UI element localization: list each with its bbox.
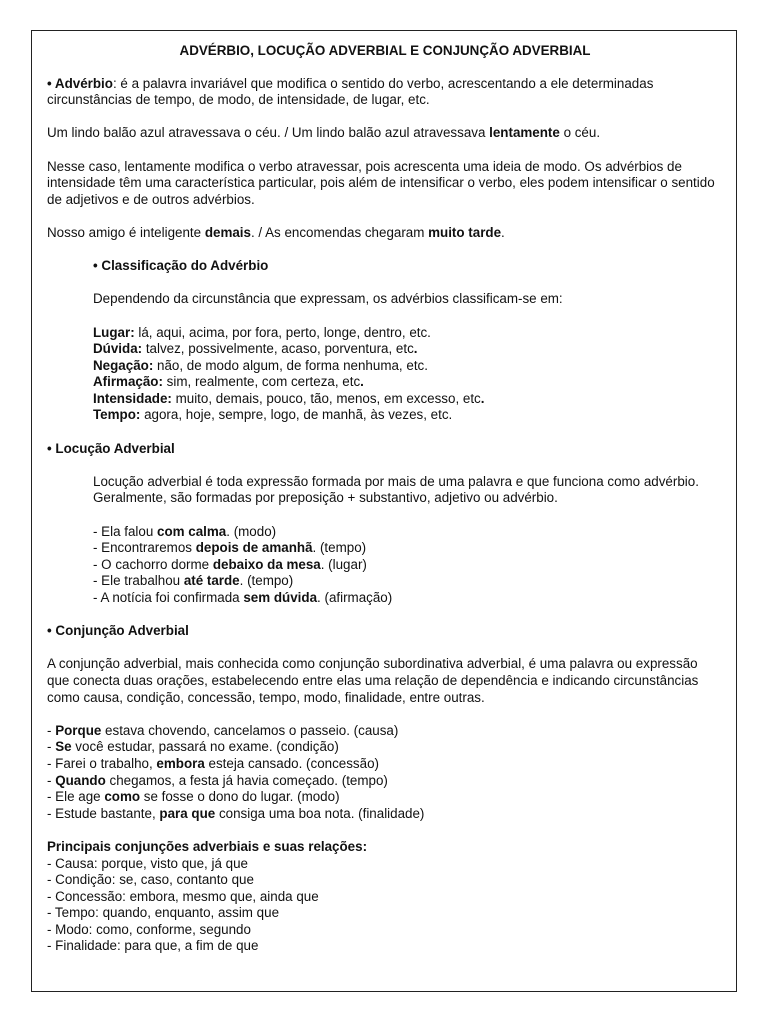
item-text: talvez, possivelmente, acaso, porventura, etc [142, 341, 414, 357]
example-bold: Se [55, 739, 72, 755]
example-bold: demais [204, 224, 251, 240]
classificacao-item [93, 407, 723, 424]
example-text: consiga uma boa nota. (finalidade) [215, 805, 425, 821]
document-title: ADVÉRBIO, LOCUÇÃO ADVERBIAL E CONJUNÇÃO ADVERBIAL [179, 43, 591, 58]
example-text: . / As encomendas chegaram [250, 224, 429, 240]
item-label: Negação: [93, 357, 154, 373]
example-bold: Porque [55, 722, 102, 738]
locucao-heading [47, 441, 723, 458]
example-bold: lentamente [489, 125, 560, 141]
relation-item: - Causa: porque, visto que, já que [47, 855, 248, 871]
example-text: - [47, 739, 56, 755]
relations-heading [47, 839, 723, 856]
item-end: . [413, 341, 418, 357]
example-text: o céu. [559, 125, 601, 141]
example-text: Nosso amigo é inteligente [47, 224, 205, 240]
locucao-section [47, 474, 723, 607]
example-text: você estudar, passará no exame. (condição) [71, 739, 339, 755]
example-text: - A notícia foi confirmada [93, 590, 244, 605]
item-end: . [480, 390, 485, 406]
example-bold: muito tarde [428, 224, 502, 240]
adverbio-example-2 [47, 225, 723, 242]
example-text: . (tempo) [312, 540, 367, 556]
adverbio-definition [47, 76, 723, 109]
heading-text: • Conjunção Adverbial [47, 623, 189, 639]
item-label: Intensidade: [93, 390, 172, 406]
example-text: . (modo) [226, 523, 277, 539]
example-bold: como [104, 789, 141, 805]
item-text: lá, aqui, acima, por fora, perto, longe, dentro, etc. [134, 324, 431, 340]
example-text: . (lugar) [320, 556, 367, 572]
classificacao-section [47, 258, 723, 424]
document-frame [31, 30, 737, 992]
item-text: sim, realmente, com certeza, etc [162, 374, 361, 390]
adverbio-definition-text: : é a palavra invariável que modifica o sentido do verbo, acrescentando a ele determinadas circunstâncias de tempo, de modo, de intensidade, de lugar, etc. [47, 75, 654, 108]
example-text: . [501, 224, 505, 240]
example-text: . (tempo) [239, 573, 294, 589]
example-bold: depois de amanhã [195, 540, 313, 556]
locucao-example [93, 540, 723, 557]
example-text: se fosse o dono do lugar. (modo) [140, 789, 340, 805]
classificacao-heading [93, 258, 723, 275]
heading-text: • Locução Adverbial [47, 440, 175, 456]
heading-text: • Classificação do Advérbio [93, 258, 269, 274]
example-bold: Quando [55, 772, 106, 788]
document-content [47, 43, 723, 955]
example-text: - [47, 772, 56, 788]
example-bold: embora [156, 755, 205, 771]
item-text: muito, demais, pouco, tão, menos, em excesso, etc [171, 390, 481, 406]
relation-item: - Finalidade: para que, a fim de que [47, 938, 259, 954]
locucao-example [93, 524, 723, 541]
locucao-example [93, 573, 723, 590]
example-text: - Estude bastante, [47, 805, 160, 821]
relation-item: - Modo: como, conforme, segundo [47, 921, 251, 937]
conjuncao-example [47, 789, 723, 806]
conjuncao-example [47, 739, 723, 756]
adverbio-explanation: Nesse caso, lentamente modifica o verbo atravessar, pois acrescenta uma ideia de modo. Os advérbios de intensidade têm uma característica particular, pois além de intensificar o verbo, eles podem intensificar o sentido de adjetivos e de outros advérbios. [47, 158, 715, 207]
conjuncao-example [47, 773, 723, 790]
classificacao-intro: Dependendo da circunstância que expressam, os advérbios classificam-se em: [93, 291, 563, 307]
adverbio-example [47, 125, 723, 142]
relation-item: - Condição: se, caso, contanto que [47, 872, 254, 888]
classificacao-item [93, 325, 723, 342]
item-text: não, de modo algum, de forma nenhuma, etc. [153, 357, 428, 373]
item-label: Tempo: [93, 407, 141, 423]
item-text: agora, hoje, sempre, logo, de manhã, às vezes, etc. [140, 407, 453, 423]
classificacao-item [93, 358, 723, 375]
locucao-example [93, 590, 723, 607]
item-label: Dúvida: [93, 341, 143, 357]
example-text: . (afirmação) [317, 590, 393, 605]
conjuncao-example [47, 756, 723, 773]
example-text: - Farei o trabalho, [47, 755, 157, 771]
conjuncao-example [47, 806, 723, 823]
example-text: - Encontraremos [93, 540, 196, 556]
classificacao-item [93, 391, 723, 408]
item-label: Afirmação: [93, 374, 163, 390]
locucao-example [93, 557, 723, 574]
example-text: chegamos, a festa já havia começado. (tempo) [105, 772, 388, 788]
example-text: - Ela falou [93, 523, 158, 539]
example-bold: debaixo da mesa [212, 556, 321, 572]
locucao-definition: Locução adverbial é toda expressão formada por mais de uma palavra e que funciona como advérbio. Geralmente, são formadas por preposição + substantivo, adjetivo ou advérbio. [93, 473, 699, 506]
example-bold: com calma [157, 523, 227, 539]
relation-item: - Concessão: embora, mesmo que, ainda que [47, 888, 319, 904]
item-label: Lugar: [93, 324, 135, 340]
conjuncao-example [47, 723, 723, 740]
example-text: - Ele age [47, 789, 105, 805]
example-text: esteja cansado. (concessão) [204, 755, 379, 771]
classificacao-item [93, 374, 723, 391]
example-text: estava chovendo, cancelamos o passeio. (causa) [101, 722, 399, 738]
heading-text: Principais conjunções adverbiais e suas relações: [47, 838, 368, 854]
adverbio-term: Advérbio [54, 75, 113, 91]
relation-item: - Tempo: quando, enquanto, assim que [47, 905, 280, 921]
example-text: Um lindo balão azul atravessava o céu. / Um lindo balão azul atravessava [47, 125, 490, 141]
conjuncao-definition: A conjunção adverbial, mais conhecida como conjunção subordinativa adverbial, é uma palavra ou expressão que conecta duas orações, estabelecendo entre elas uma relação de dependência e indicando circunstâncias como causa, condição, concessão, tempo, modo, finalidade, entre outras. [47, 656, 699, 705]
example-text: - Ele trabalhou [93, 573, 184, 589]
conjuncao-heading [47, 623, 723, 640]
example-text: - [47, 722, 56, 738]
classificacao-item [93, 341, 723, 358]
bullet: • [47, 75, 55, 91]
example-text: - O cachorro dorme [93, 556, 213, 572]
item-end: . [360, 374, 364, 390]
example-bold: para que [159, 805, 216, 821]
example-bold: sem dúvida [243, 590, 318, 605]
example-bold: até tarde [183, 573, 240, 589]
